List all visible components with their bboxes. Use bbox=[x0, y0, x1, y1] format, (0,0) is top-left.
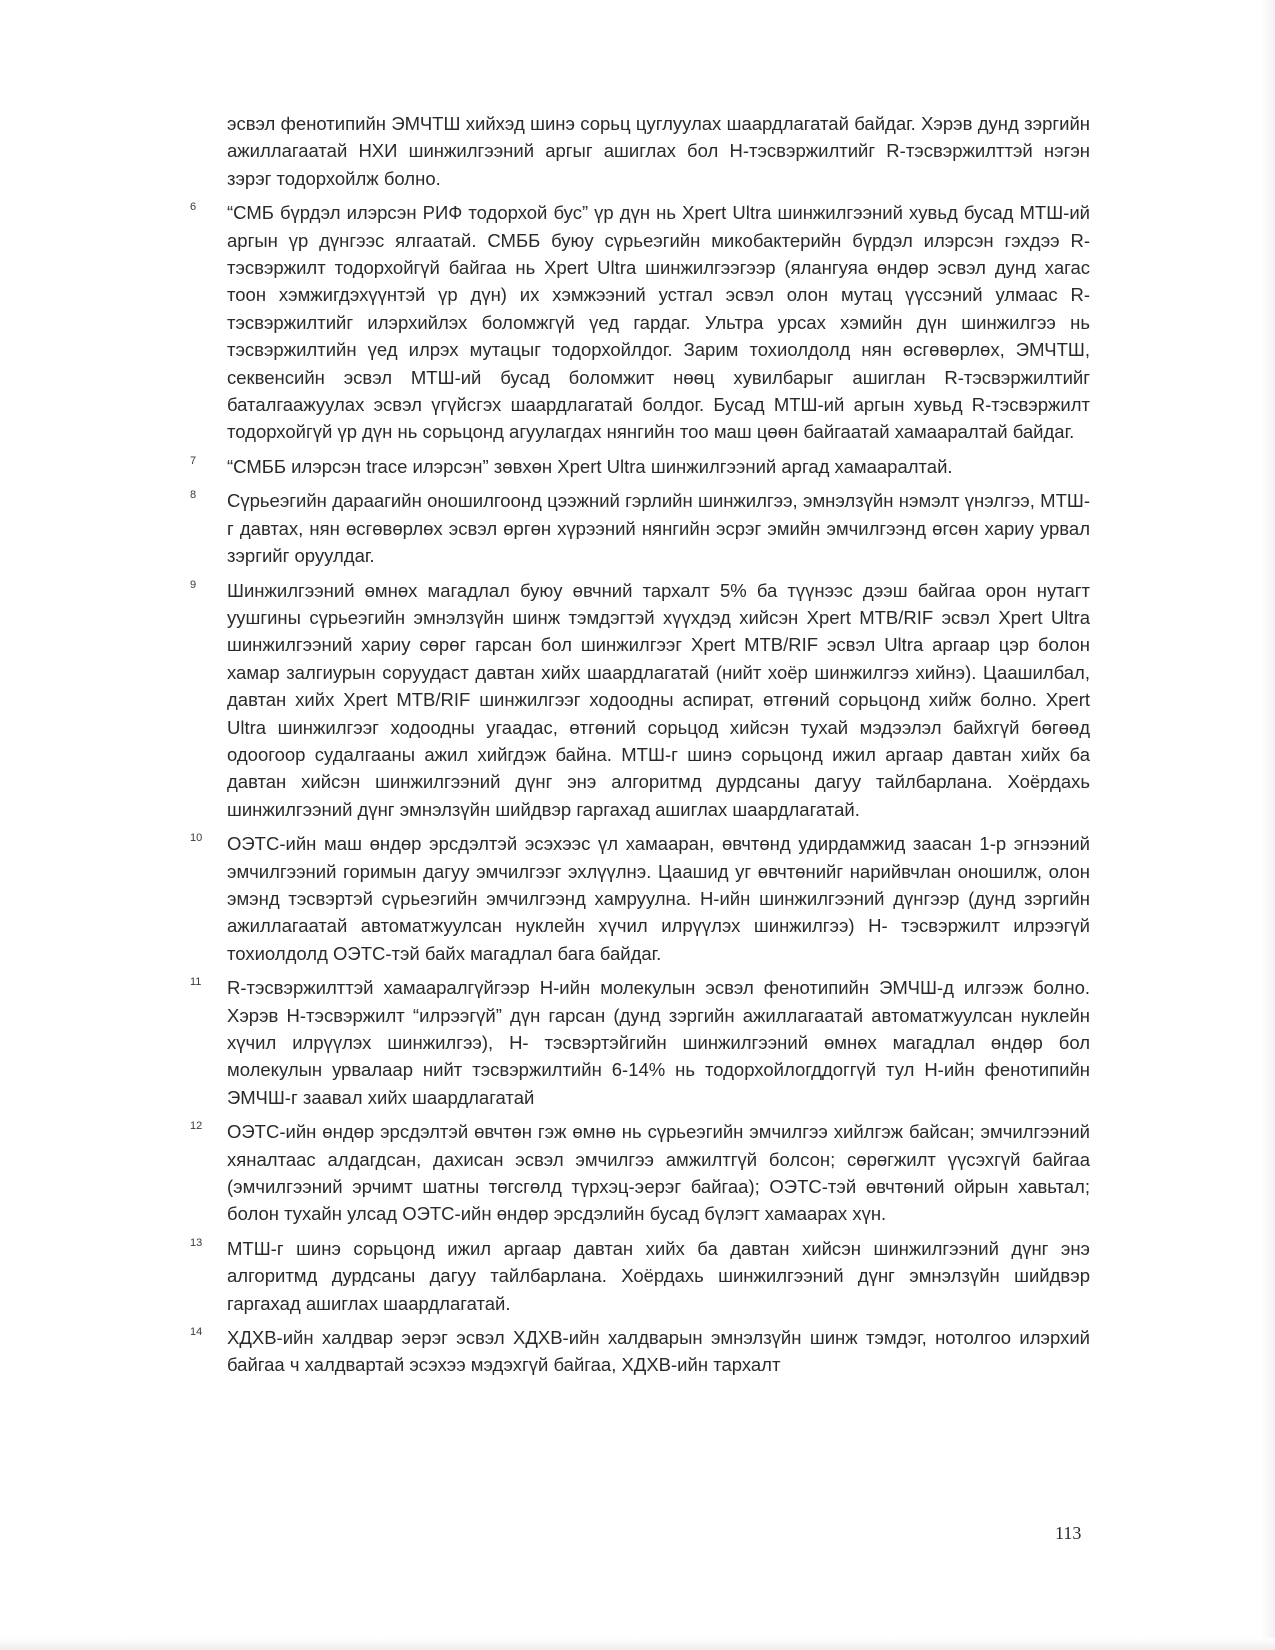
scan-edge bbox=[1261, 0, 1275, 1650]
footnote-number: 11 bbox=[190, 976, 202, 989]
footnote-text: ОЭТС-ийн маш өндөр эрсдэлтэй эсэхээс үл хамааран, өвчтөнд удирдамжид заасан 1-р эгнээний эмчилгээний горимын дагуу эмчилгээг эхлүүлнэ. Цаашид уг өвчтөнийг нарийвчлан оношилж, олон эмэнд тэсвэртэй сүрьеэгийн эмчилгээнд хамруулна. Н-ийн шинжилгээний дүнгээр (дунд зэргийн ажиллагаатай автоматжуулсан нуклейн хүчил илрүүлэх шинжилгээ) Н- тэсвэржилт илрээгүй тохиолдолд ОЭТС-тэй байх магадлал бага байдаг. bbox=[227, 833, 1090, 964]
footnote-number: 6 bbox=[190, 201, 197, 214]
footnote-text: Шинжилгээний өмнөх магадлал буюу өвчний тархалт 5% ба түүнээс дээш байгаа орон нутагт уушгины сүрьеэгийн эмнэлзүйн шинж тэмдэгтэй хүүхдэд хийсэн Xpert MTB/RIF эсвэл Xpert Ultra шинжилгээний хариу сөрөг гарсан бол шинжилгээг Xpert MTB/RIF эсвэл Ultra аргаар цэр болон хамар залгиурын соруудаст давтан хийх шаардлагатай (нийт хоёр шинжилгээ хийнэ). Цаашилбал, давтан хийх Xpert MTB/RIF шинжилгээг ходоодны аспират, өтгөний сорьцонд хийж болно. Xpert Ultra шинжилгээг ходоодны угаадас, өтгөний сорьцод хийсэн тухай мэдээлэл байхгүй бөгөөд одоогоор судалгааны ажил хийгдэж байна. МТШ-г шинэ сорьцонд ижил аргаар давтан хийх ба давтан хийсэн шинжилгээний дүнг энэ алгоритмд дурдсаны дагуу тайлбарлана. Хоёрдахь шинжилгээний дүнг эмнэлзүйн шийдвэр гаргахад ашиглах шаардлагатай. bbox=[227, 579, 1090, 820]
page-body bbox=[190, 110, 1090, 1386]
footnote-12 bbox=[190, 1118, 1090, 1228]
intro-paragraph: эсвэл фенотипийн ЭМЧТШ хийхэд шинэ сорьц цуглуулах шаардлагатай байдаг. Хэрэв дунд зэргийн ажиллагаатай НХИ шинжилгээний аргыг ашиглах бол Н-тэсвэржилтийг R-тэсвэржилттэй нэгэн зэрэг тодорхойлж болно. bbox=[227, 113, 1090, 189]
footnote-text: R-тэсвэржилттэй хамааралгүйгээр Н-ийн молекулын эсвэл фенотипийн ЭМЧШ-д илгээж болно. Хэрэв Н-тэсвэржилт “илрээгүй” дүн гарсан (дунд зэргийн ажиллагаатай автоматжуулсан нуклейн хүчил илрүүлэх шинжилгээ), Н- тэсвэртэйгийн шинжилгээний өмнөх магадлал өндөр бол молекулын урвалаар нийт тэсвэржилтийн 6-14% нь тодорхойлогддоггүй тул Н-ийн фенотипийн ЭМЧШ-г заавал хийх шаардлагатай bbox=[227, 977, 1090, 1108]
footnote-text: МТШ-г шинэ сорьцонд ижил аргаар давтан хийх ба давтан хийсэн шинжилгээний дүнг энэ алгоритмд дурдсаны дагуу тайлбарлана. Хоёрдахь шинжилгээний дүнг эмнэлзүйн шийдвэр гаргахад ашиглах шаардлагатай. bbox=[227, 1237, 1090, 1314]
footnote-number: 7 bbox=[190, 454, 197, 467]
footnote-13 bbox=[190, 1235, 1090, 1317]
footnote-text: Сүрьеэгийн дараагийн оношилгоонд цээжний гэрлийн шинжилгээ, эмнэлзүйн нэмэлт үнэлгээ, МТШ-г давтах, нян өсгөвөрлөх эсвэл өргөн хүрээний нянгийн эсрэг эмийн эмчилгээнд өгсөн хариу урвал зэргийг оруулдаг. bbox=[227, 490, 1090, 567]
footnote-14 bbox=[190, 1324, 1090, 1379]
page-number: 113 bbox=[1055, 1523, 1082, 1543]
footnote-number: 12 bbox=[190, 1120, 203, 1133]
footnote-number: 8 bbox=[190, 489, 197, 502]
footnote-6 bbox=[190, 199, 1090, 446]
footnote-text: “СМБ бүрдэл илэрсэн РИФ тодорхой бус” үр дүн нь Xpert Ultra шинжилгээний хувьд бусад МТШ-ий аргын үр дүнгээс ялгаатай. СМББ буюу сүрьеэгийн микобактерийн бүрдэл илэрсэн гэхдээ R-тэсвэржилт тодорхойгүй байгаа нь Xpert Ultra шинжилгээгээр (ялангуяа өндөр эсвэл дунд хагас тоон хэмжигдэхүүнтэй үр дүн) их хэмжээний устгал эсвэл олон мутац үүссэний улмаас R-тэсвэржилтийг илэрхийлэх боломжгүй үед гардаг. Ультра урсах хэмийн дүн шинжилгээ нь тэсвэржилтийн үед илрэх мутацыг тодорхойлдог. Зарим тохиолдолд нян өсгөвөрлөх, ЭМЧТШ, секвенсийн эсвэл МТШ-ий бусад боломжит нөөц хувилбарыг ашиглан R-тэсвэржилтийг баталгаажуулах эсвэл үгүйсгэх шаардлагатай болдог. Бусад МТШ-ий аргын хувьд R-тэсвэржилт тодорхойгүй үр дүн нь сорьцонд агуулагдах нянгийн тоо маш цөөн байгаатай хамааралтай байдаг. bbox=[227, 202, 1090, 443]
footnote-number: 14 bbox=[190, 1326, 203, 1339]
footnote-number: 10 bbox=[190, 832, 203, 845]
footnote-number: 9 bbox=[190, 578, 197, 591]
footnote-text: ХДХВ-ийн халдвар эерэг эсвэл ХДХВ-ийн халдварын эмнэлзүйн шинж тэмдэг, нотолгоо илэрхий байгаа ч халдвартай эсэхээ мэдэхгүй байгаа, ХДХВ-ийн тархалт bbox=[227, 1327, 1090, 1376]
footnote-11 bbox=[190, 974, 1090, 1111]
footnote-8 bbox=[190, 487, 1090, 569]
scan-bottom-edge bbox=[0, 1638, 1275, 1650]
footnote-number: 13 bbox=[190, 1236, 203, 1249]
footnote-10 bbox=[190, 830, 1090, 967]
footnote-7 bbox=[190, 453, 1090, 480]
footnote-text: “СМББ илэрсэн trace илэрсэн” зөвхөн Xpert Ultra шинжилгээний аргад хамааралтай. bbox=[227, 455, 953, 477]
footnote-text: ОЭТС-ийн өндөр эрсдэлтэй өвчтөн гэж өмнө нь сүрьеэгийн эмчилгээ хийлгэж байсан; эмчилгээний хяналтаас алдагдсан, дахисан эсвэл эмчилгээ амжилтгүй болсон; сөрөгжилт үүсэхгүй байгаа (эмчилгээний эрчимт шатны төгсгөлд түрхэц-эерэг байгаа); ОЭТС-тэй өвчтөний ойрын хавьтал; болон тухайн улсад ОЭТС-ийн өндөр эрсдэлийн бусад бүлэгт хамаарах хүн. bbox=[227, 1121, 1090, 1225]
footnote-9 bbox=[190, 577, 1090, 824]
